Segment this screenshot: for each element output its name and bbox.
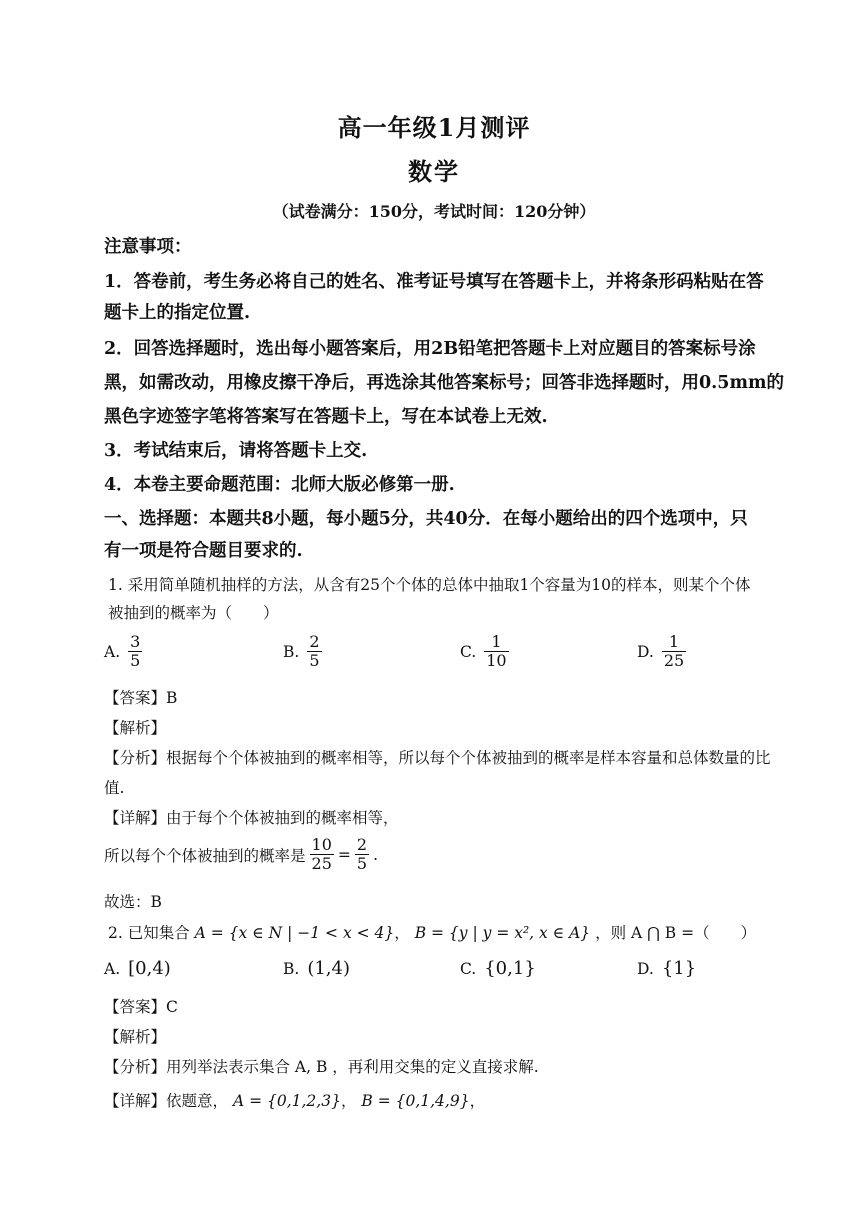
q2-answer: 【答案】C: [104, 998, 178, 1016]
notice-item-2-line-3: 黑色字迹签字笔将答案写在答题卡上，写在本试卷上无效.: [104, 407, 548, 427]
notice-item-4: 4．本卷主要命题范围：北师大版必修第一册.: [104, 475, 455, 495]
q1-xiangjie: 【详解】由于每个个体被抽到的概率相等，: [104, 809, 399, 827]
notice-item-2-line-1: 2．回答选择题时，选出每小题答案后，用2B铅笔把答题卡上对应题目的答案标号涂: [104, 339, 756, 359]
notice-item-2-line-2: 黑，如需改动，用橡皮擦干净后，再选涂其他答案标号；回答非选择题时，用0.5mm的: [104, 373, 784, 393]
q1-choice: 故选：B: [104, 893, 162, 911]
notice-item-3: 3．考试结束后，请将答题卡上交.: [104, 441, 368, 461]
option-label: D.: [637, 642, 654, 661]
option-label: A.: [104, 642, 121, 661]
fraction: $\frac{1}{10}$: [486, 632, 507, 670]
q2-option-d: D. {1}: [637, 958, 697, 979]
fraction: $\frac{2}{5}$: [309, 632, 320, 670]
q1-fenxi-line-2: 值.: [104, 779, 125, 797]
q1-stem-line-2: 被抽到的概率为（ ）: [108, 604, 279, 622]
exam-title: 高一年级1月测评: [337, 113, 531, 142]
q1-option-d: [637, 633, 686, 670]
q1-answer: 【答案】B: [104, 689, 178, 707]
q2-option-b: B. (1,4): [283, 958, 350, 979]
q2-stem: 2. 已知集合 A = {x ∈ N | −1 < x < 4}， B = {y | y = x², x ∈ A} ，则 A ⋂ B =（ ）: [108, 924, 757, 942]
option-label: C.: [460, 642, 477, 661]
notice-item-1-line-1: 1．答卷前，考生务必将自己的姓名、准考证号填写在答题卡上，并将条形码粘贴在答: [104, 272, 764, 292]
q2-option-c: C. {0,1}: [460, 958, 536, 979]
q2-fenxi: 【分析】用列举法表示集合 A, B ，再利用交集的定义直接求解.: [104, 1058, 539, 1076]
option-label: B.: [283, 642, 300, 661]
q1-calculation: 所以每个个体被抽到的概率是 $\frac{10}{25}$ = $\frac{2}{5}$ .: [104, 835, 378, 873]
set-a-expression: A = {x ∈ N | −1 < x < 4}: [194, 924, 395, 942]
q1-stem-line-1: 1. 采用简单随机抽样的方法，从含有25个个体的总体中抽取1个容量为10的样本，则某个个体: [108, 576, 751, 594]
q1-fenxi-line-1: 【分析】根据每个个体被抽到的概率相等，所以每个个体被抽到的概率是样本容量和总体数量的比: [104, 749, 771, 767]
q1-option-c: [460, 633, 509, 670]
notice-heading: 注意事项：: [104, 237, 192, 257]
set-b-expression: B = {y | y = x², x ∈ A}: [414, 924, 591, 942]
q2-option-a: A. [0,4): [104, 958, 171, 979]
fraction: $\frac{1}{25}$: [663, 632, 685, 670]
section-heading-line-1: 一、选择题：本题共8小题，每小题5分，共40分．在每小题给出的四个选项中，只: [104, 509, 748, 529]
fraction: $\frac{10}{25}$: [311, 835, 332, 873]
section-heading-line-2: 有一项是符合题目要求的.: [104, 541, 303, 561]
q2-analysis-label: 【解析】: [104, 1028, 167, 1046]
exam-subject: 数学: [408, 157, 460, 186]
q1-option-b: [283, 633, 322, 670]
q1-option-a: [104, 633, 142, 670]
exam-meta: （试卷满分：150分，考试时间：120分钟）: [272, 202, 596, 221]
fraction: $\frac{3}{5}$: [130, 632, 141, 670]
notice-item-1-line-2: 题卡上的指定位置.: [104, 303, 251, 323]
q2-xiangjie: 【详解】依题意， A = {0,1,2,3}， B = {0,1,4,9}，: [104, 1092, 486, 1110]
q1-analysis-label: 【解析】: [104, 719, 167, 737]
fraction: $\frac{2}{5}$: [356, 835, 368, 873]
